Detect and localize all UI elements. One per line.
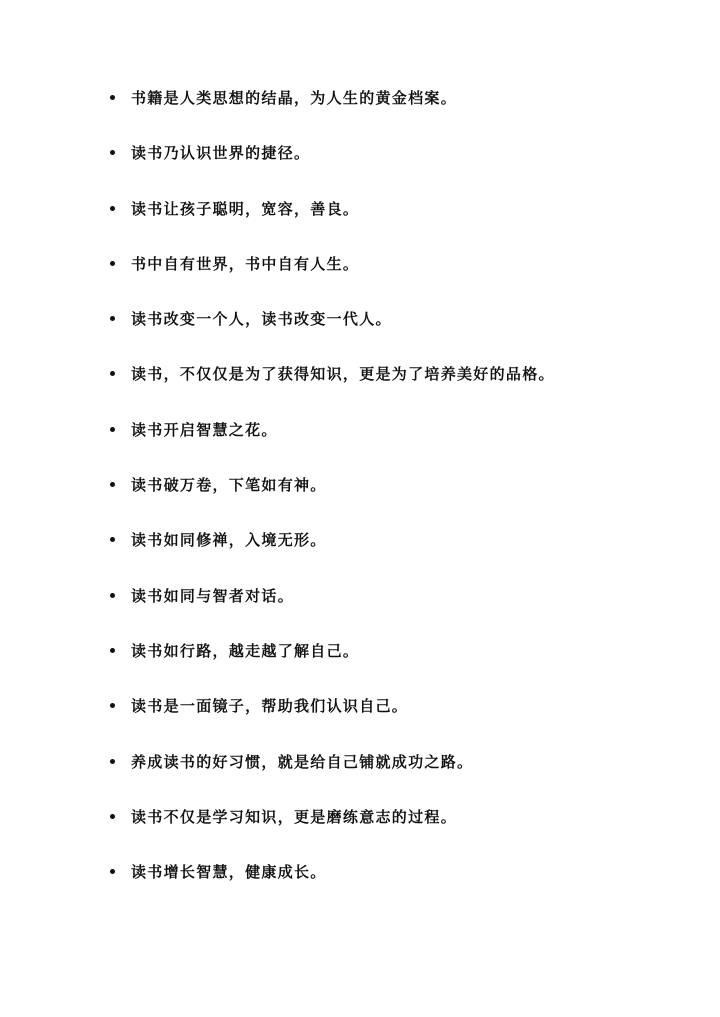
list-item-text: 书中自有世界，书中自有人生。 bbox=[131, 254, 360, 273]
list-item-text: 读书如行路，越走越了解自己。 bbox=[131, 641, 360, 660]
list-item bbox=[0, 473, 720, 528]
list-item bbox=[0, 528, 720, 583]
bullet-icon bbox=[110, 316, 115, 321]
list-item bbox=[0, 252, 720, 307]
bullet-icon bbox=[110, 814, 115, 819]
list-item-text: 读书，不仅仅是为了获得知识，更是为了培养美好的品格。 bbox=[131, 365, 555, 384]
list-item bbox=[0, 584, 720, 639]
list-item-text: 读书是一面镜子，帮助我们认识自己。 bbox=[131, 697, 409, 716]
bullet-icon bbox=[110, 648, 115, 653]
bullet-icon bbox=[110, 261, 115, 266]
list-item bbox=[0, 694, 720, 749]
list-item bbox=[0, 141, 720, 196]
bullet-icon bbox=[110, 206, 115, 211]
list-item-text: 读书乃认识世界的捷径。 bbox=[131, 144, 311, 163]
list-item-text: 读书如同修禅，入境无形。 bbox=[131, 531, 327, 550]
bullet-icon bbox=[110, 150, 115, 155]
list-item-text: 书籍是人类思想的结晶，为人生的黄金档案。 bbox=[131, 89, 458, 107]
list-item-text: 读书不仅是学习知识，更是磨练意志的过程。 bbox=[131, 807, 458, 826]
bullet-icon bbox=[110, 427, 115, 432]
list-item-text: 读书让孩子聪明，宽容，善良。 bbox=[131, 199, 360, 218]
list-item-text: 养成读书的好习惯，就是给自己铺就成功之路。 bbox=[131, 752, 474, 771]
bullet-icon bbox=[110, 371, 115, 376]
list-item bbox=[0, 307, 720, 362]
list-item-text: 读书改变一个人，读书改变一代人。 bbox=[131, 310, 392, 329]
bullet-icon bbox=[110, 593, 115, 598]
list-item bbox=[0, 750, 720, 805]
list-item bbox=[0, 362, 720, 417]
list-item bbox=[0, 418, 720, 473]
list-item bbox=[0, 860, 720, 915]
list-item bbox=[0, 86, 720, 141]
list-item-text: 读书如同与智者对话。 bbox=[131, 586, 295, 605]
bullet-icon bbox=[110, 759, 115, 764]
list-item-text: 读书破万卷，下笔如有神。 bbox=[131, 476, 327, 495]
quote-list bbox=[0, 86, 720, 915]
list-item bbox=[0, 197, 720, 252]
bullet-icon bbox=[110, 482, 115, 487]
list-item-text: 读书开启智慧之花。 bbox=[131, 420, 278, 439]
list-item-text: 读书增长智慧，健康成长。 bbox=[131, 863, 327, 882]
bullet-icon bbox=[110, 537, 115, 542]
list-item bbox=[0, 639, 720, 694]
bullet-icon bbox=[110, 95, 115, 100]
bullet-icon bbox=[110, 703, 115, 708]
list-item bbox=[0, 805, 720, 860]
bullet-icon bbox=[110, 869, 115, 874]
